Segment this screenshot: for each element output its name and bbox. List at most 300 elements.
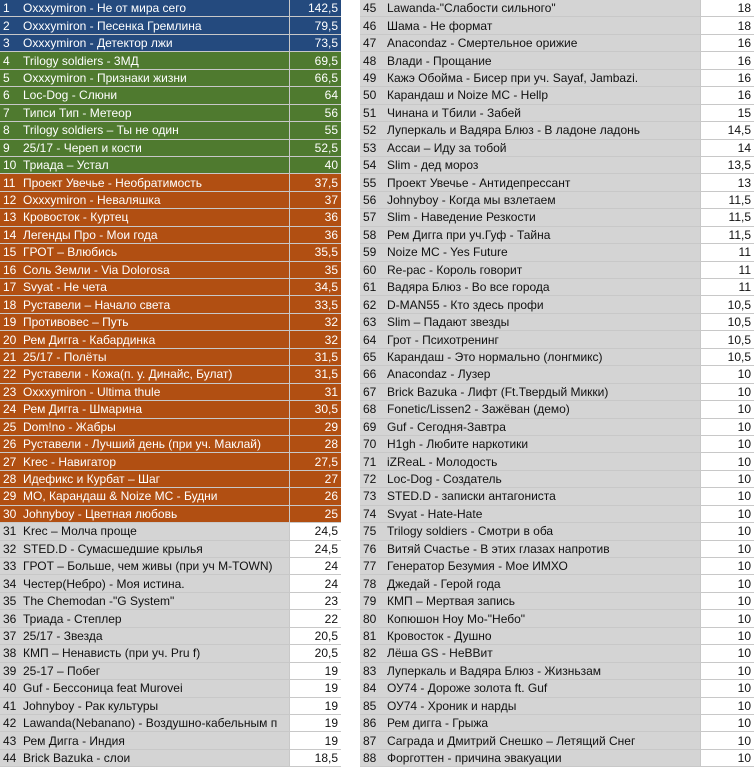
rank-number: 22	[0, 366, 23, 383]
table-row	[0, 488, 341, 505]
score-value: 29	[290, 418, 342, 435]
rank-number: 4	[0, 52, 23, 69]
rank-number: 54	[360, 156, 387, 173]
track-title: Dom!no - Жабры	[23, 418, 290, 435]
table-row	[360, 401, 754, 418]
track-title: Loc-Dog - Слюни	[23, 87, 290, 104]
table-row	[360, 296, 754, 313]
rank-number: 14	[0, 226, 23, 243]
score-value: 16	[701, 69, 754, 86]
rank-number: 84	[360, 680, 387, 697]
rank-number: 87	[360, 732, 387, 749]
rank-number: 23	[0, 383, 23, 400]
rank-number: 56	[360, 191, 387, 208]
table-row	[0, 418, 341, 435]
rank-number: 55	[360, 174, 387, 191]
score-value: 34,5	[290, 279, 342, 296]
table-row	[0, 139, 341, 156]
track-title: Форготтен - причина эвакуации	[387, 749, 701, 766]
score-value: 79,5	[290, 17, 342, 34]
table-row	[360, 69, 754, 86]
track-title: Грот - Психотренинг	[387, 331, 701, 348]
table-row	[0, 645, 341, 662]
score-value: 18	[701, 17, 754, 34]
rank-number: 83	[360, 662, 387, 679]
track-title: ОУ74 - Хроник и нарды	[387, 697, 701, 714]
score-value: 11	[701, 261, 754, 278]
track-title: Карандаш - Это нормально (лонгмикс)	[387, 348, 701, 365]
table-row	[360, 418, 754, 435]
score-value: 10	[701, 401, 754, 418]
track-title: Витяй Счастье - В этих глазах напротив	[387, 540, 701, 557]
rank-number: 75	[360, 523, 387, 540]
rank-number: 17	[0, 279, 23, 296]
track-title: H1gh - Любите наркотики	[387, 435, 701, 452]
score-value: 37,5	[290, 174, 342, 191]
score-value: 10	[701, 732, 754, 749]
table-row	[0, 435, 341, 452]
score-value: 10	[701, 366, 754, 383]
track-title: STED.D - Сумасшедшие крылья	[23, 540, 290, 557]
score-value: 28	[290, 435, 342, 452]
table-row	[0, 453, 341, 470]
track-title: Проект Увечье - Антидепрессант	[387, 174, 701, 191]
track-title: ГРОТ – Влюбись	[23, 244, 290, 261]
score-value: 66,5	[290, 69, 342, 86]
track-title: Oxxxymiron - Неваляшка	[23, 191, 290, 208]
track-title: Саграда и Дмитрий Снешко – Летящий Снег	[387, 732, 701, 749]
track-title: Влади - Прощание	[387, 52, 701, 69]
table-row	[0, 313, 341, 330]
table-row	[0, 540, 341, 557]
track-title: Johnyboy - Цветная любовь	[23, 505, 290, 522]
track-title: Генератор Безумия - Мое ИМХО	[387, 558, 701, 575]
score-value: 10	[701, 627, 754, 644]
table-row	[0, 348, 341, 365]
track-title: Лёша GS - НеВВит	[387, 645, 701, 662]
rank-number: 18	[0, 296, 23, 313]
rank-number: 11	[0, 174, 23, 191]
rank-number: 67	[360, 383, 387, 400]
track-title: 25/17 - Череп и кости	[23, 139, 290, 156]
track-title: Brick Bazuka - слои	[23, 749, 290, 766]
score-value: 11,5	[701, 191, 754, 208]
table-row	[360, 191, 754, 208]
rank-number: 45	[360, 0, 387, 17]
table-row	[0, 749, 341, 766]
score-value: 10	[701, 575, 754, 592]
rank-number: 43	[0, 732, 23, 749]
table-row	[0, 34, 341, 51]
track-title: Рем Дигга при уч.Гуф - Тайна	[387, 226, 701, 243]
rank-number: 70	[360, 435, 387, 452]
track-title: Рем Дигга - Шмарина	[23, 401, 290, 418]
score-value: 20,5	[290, 645, 342, 662]
table-row	[360, 558, 754, 575]
rank-number: 42	[0, 714, 23, 731]
score-value: 20,5	[290, 627, 342, 644]
rank-number: 60	[360, 261, 387, 278]
track-title: Anacondaz - Лузер	[387, 366, 701, 383]
rank-number: 50	[360, 87, 387, 104]
score-value: 27,5	[290, 453, 342, 470]
score-value: 55	[290, 122, 342, 139]
track-title: 25/17 - Полёты	[23, 348, 290, 365]
track-title: Триада - Степлер	[23, 610, 290, 627]
table-row	[360, 348, 754, 365]
track-title: Svyat - Не чета	[23, 279, 290, 296]
score-value: 19	[290, 680, 342, 697]
table-row	[360, 156, 754, 173]
table-row	[0, 366, 341, 383]
table-row	[360, 592, 754, 609]
rank-number: 53	[360, 139, 387, 156]
table-row	[0, 244, 341, 261]
column-gap	[341, 0, 360, 768]
table-row	[360, 0, 754, 17]
table-row	[360, 174, 754, 191]
rank-number: 76	[360, 540, 387, 557]
score-value: 19	[290, 662, 342, 679]
table-row	[0, 714, 341, 731]
rank-number: 61	[360, 279, 387, 296]
table-row	[0, 174, 341, 191]
score-value: 24,5	[290, 523, 342, 540]
table-row	[360, 627, 754, 644]
rank-number: 21	[0, 348, 23, 365]
track-title: iZReaL - Молодость	[387, 453, 701, 470]
score-value: 69,5	[290, 52, 342, 69]
score-value: 10	[701, 540, 754, 557]
rank-number: 86	[360, 714, 387, 731]
score-value: 10,5	[701, 331, 754, 348]
rank-number: 47	[360, 34, 387, 51]
table-row	[0, 279, 341, 296]
track-title: Krec – Молча проще	[23, 523, 290, 540]
table-row	[0, 592, 341, 609]
table-row	[360, 34, 754, 51]
rank-number: 39	[0, 662, 23, 679]
track-title: Типси Тип - Метеор	[23, 104, 290, 121]
score-value: 16	[701, 34, 754, 51]
track-title: КМП – Ненависть (при уч. Pru f)	[23, 645, 290, 662]
score-value: 31,5	[290, 366, 342, 383]
score-value: 25	[290, 505, 342, 522]
score-value: 14	[701, 139, 754, 156]
track-title: Fonetic/Lissen2 - Зажёван (демо)	[387, 401, 701, 418]
score-value: 10	[701, 592, 754, 609]
rank-number: 25	[0, 418, 23, 435]
table-row	[360, 714, 754, 731]
table-row	[0, 732, 341, 749]
score-value: 10	[701, 505, 754, 522]
score-value: 31	[290, 383, 342, 400]
rank-number: 16	[0, 261, 23, 278]
score-value: 10	[701, 558, 754, 575]
track-title: Trilogy soldiers - 3МД	[23, 52, 290, 69]
track-title: Oxxxymiron - Песенка Гремлина	[23, 17, 290, 34]
rank-number: 26	[0, 435, 23, 452]
table-row	[360, 313, 754, 330]
table-row	[360, 505, 754, 522]
track-title: Рем Дигга - Кабардинка	[23, 331, 290, 348]
table-row	[360, 662, 754, 679]
rank-number: 69	[360, 418, 387, 435]
score-value: 13	[701, 174, 754, 191]
rank-number: 62	[360, 296, 387, 313]
table-row	[0, 0, 341, 17]
track-title: Проект Увечье - Необратимость	[23, 174, 290, 191]
rank-number: 51	[360, 104, 387, 121]
score-value: 15	[701, 104, 754, 121]
score-value: 23	[290, 592, 342, 609]
table-row	[0, 505, 341, 522]
track-title: Легенды Про - Мои года	[23, 226, 290, 243]
rank-number: 72	[360, 470, 387, 487]
track-title: КМП – Мертвая запись	[387, 592, 701, 609]
table-row	[0, 191, 341, 208]
table-row	[360, 87, 754, 104]
track-title: Ассаи – Иду за тобой	[387, 139, 701, 156]
track-title: Кажэ Обойма - Бисер при уч. Sayaf, Jambazi.	[387, 69, 701, 86]
track-title: Чинана и Тбили - Забей	[387, 104, 701, 121]
track-title: Brick Bazuka - Лифт (Ft.Твердый Микки)	[387, 383, 701, 400]
score-value: 36	[290, 226, 342, 243]
score-value: 19	[290, 714, 342, 731]
score-value: 10	[701, 453, 754, 470]
rank-number: 10	[0, 156, 23, 173]
rank-number: 44	[0, 749, 23, 766]
rank-number: 77	[360, 558, 387, 575]
track-title: Честер(Небро) - Моя истина.	[23, 575, 290, 592]
rank-number: 30	[0, 505, 23, 522]
score-value: 31,5	[290, 348, 342, 365]
rank-number: 49	[360, 69, 387, 86]
table-row	[360, 540, 754, 557]
rank-number: 8	[0, 122, 23, 139]
score-value: 24	[290, 558, 342, 575]
rank-number: 37	[0, 627, 23, 644]
track-title: Lawanda-"Слабости сильного"	[387, 0, 701, 17]
score-value: 16	[701, 52, 754, 69]
table-row	[360, 453, 754, 470]
rank-number: 52	[360, 122, 387, 139]
table-row	[360, 732, 754, 749]
track-title: Oxxxymiron - Признаки жизни	[23, 69, 290, 86]
track-title: Луперкаль и Вадяра Блюз - Жизньзам	[387, 662, 701, 679]
score-value: 10	[701, 662, 754, 679]
rank-number: 31	[0, 523, 23, 540]
track-title: Loc-Dog - Создатель	[387, 470, 701, 487]
score-value: 24,5	[290, 540, 342, 557]
table-row	[0, 470, 341, 487]
rank-number: 59	[360, 244, 387, 261]
table-row	[0, 575, 341, 592]
track-title: Руставели - Лучший день (при уч. Маклай)	[23, 435, 290, 452]
score-value: 32	[290, 313, 342, 330]
score-value: 11	[701, 244, 754, 261]
table-row	[0, 69, 341, 86]
rank-number: 38	[0, 645, 23, 662]
table-row	[360, 17, 754, 34]
score-value: 36	[290, 209, 342, 226]
score-value: 10	[701, 697, 754, 714]
track-title: STED.D - записки антагониста	[387, 488, 701, 505]
table-row	[0, 17, 341, 34]
rank-number: 9	[0, 139, 23, 156]
rank-number: 33	[0, 558, 23, 575]
score-value: 22	[290, 610, 342, 627]
rank-number: 63	[360, 313, 387, 330]
score-value: 27	[290, 470, 342, 487]
track-title: ОУ74 - Дороже золота ft. Guf	[387, 680, 701, 697]
rank-number: 15	[0, 244, 23, 261]
rank-number: 41	[0, 697, 23, 714]
rank-number: 66	[360, 366, 387, 383]
track-title: Guf - Сегодня-Завтра	[387, 418, 701, 435]
score-value: 11	[701, 279, 754, 296]
track-title: Триада – Устал	[23, 156, 290, 173]
table-row	[0, 627, 341, 644]
track-title: Re-pac - Король говорит	[387, 261, 701, 278]
rank-number: 29	[0, 488, 23, 505]
table-row	[360, 470, 754, 487]
track-title: Slim - дед мороз	[387, 156, 701, 173]
rank-number: 48	[360, 52, 387, 69]
rank-number: 81	[360, 627, 387, 644]
score-value: 35,5	[290, 244, 342, 261]
table-row	[0, 383, 341, 400]
table-row	[0, 122, 341, 139]
rank-number: 13	[0, 209, 23, 226]
track-title: Trilogy soldiers – Ты не один	[23, 122, 290, 139]
ranking-table-right	[360, 0, 754, 767]
score-value: 10	[701, 645, 754, 662]
rank-number: 5	[0, 69, 23, 86]
rank-number: 32	[0, 540, 23, 557]
track-title: Slim - Наведение Резкости	[387, 209, 701, 226]
rank-number: 65	[360, 348, 387, 365]
rank-number: 1	[0, 0, 23, 17]
table-row	[360, 244, 754, 261]
score-value: 33,5	[290, 296, 342, 313]
score-value: 10	[701, 749, 754, 766]
rank-number: 28	[0, 470, 23, 487]
rank-number: 85	[360, 697, 387, 714]
rank-number: 58	[360, 226, 387, 243]
rank-number: 19	[0, 313, 23, 330]
table-row	[0, 662, 341, 679]
track-title: 25-17 – Побег	[23, 662, 290, 679]
table-row	[0, 558, 341, 575]
rank-number: 20	[0, 331, 23, 348]
table-row	[360, 435, 754, 452]
track-title: Рем дигга - Грыжа	[387, 714, 701, 731]
table-row	[0, 401, 341, 418]
score-value: 52,5	[290, 139, 342, 156]
score-value: 18,5	[290, 749, 342, 766]
score-value: 32	[290, 331, 342, 348]
rank-number: 82	[360, 645, 387, 662]
track-title: Кровосток - Куртец	[23, 209, 290, 226]
rank-number: 68	[360, 401, 387, 418]
table-row	[360, 645, 754, 662]
track-title: Рем Дигга - Индия	[23, 732, 290, 749]
score-value: 19	[290, 697, 342, 714]
rank-number: 27	[0, 453, 23, 470]
rank-number: 34	[0, 575, 23, 592]
score-value: 10	[701, 470, 754, 487]
table-row	[0, 104, 341, 121]
table-row	[0, 523, 341, 540]
score-value: 73,5	[290, 34, 342, 51]
score-value: 142,5	[290, 0, 342, 17]
rank-number: 40	[0, 680, 23, 697]
rank-number: 78	[360, 575, 387, 592]
track-title: Trilogy soldiers - Смотри в оба	[387, 523, 701, 540]
table-row	[360, 366, 754, 383]
track-title: Луперкаль и Вадяра Блюз - В ладоне ладонь	[387, 122, 701, 139]
rank-number: 73	[360, 488, 387, 505]
rank-number: 36	[0, 610, 23, 627]
track-title: Копюшон Ноу Мо-"Небо"	[387, 610, 701, 627]
rank-number: 6	[0, 87, 23, 104]
track-title: Вадяра Блюз - Во все города	[387, 279, 701, 296]
score-value: 10	[701, 523, 754, 540]
rank-number: 88	[360, 749, 387, 766]
track-title: Guf - Бессоница feat Murovei	[23, 680, 290, 697]
table-row	[360, 139, 754, 156]
table-row	[0, 87, 341, 104]
table-row	[360, 226, 754, 243]
rank-number: 64	[360, 331, 387, 348]
track-title: Johnyboy - Когда мы взлетаем	[387, 191, 701, 208]
table-row	[0, 226, 341, 243]
score-value: 10,5	[701, 313, 754, 330]
track-title: Svyat - Hate-Hate	[387, 505, 701, 522]
score-value: 10	[701, 714, 754, 731]
score-value: 16	[701, 87, 754, 104]
table-row	[360, 680, 754, 697]
table-row	[0, 610, 341, 627]
table-row	[360, 575, 754, 592]
table-row	[360, 52, 754, 69]
rank-number: 2	[0, 17, 23, 34]
score-value: 11,5	[701, 209, 754, 226]
table-row	[360, 279, 754, 296]
rank-number: 79	[360, 592, 387, 609]
score-value: 10	[701, 680, 754, 697]
rank-number: 57	[360, 209, 387, 226]
table-row	[360, 331, 754, 348]
table-row	[0, 156, 341, 173]
score-value: 10,5	[701, 296, 754, 313]
score-value: 10,5	[701, 348, 754, 365]
table-row	[0, 680, 341, 697]
table-row	[360, 383, 754, 400]
track-title: 25/17 - Звезда	[23, 627, 290, 644]
score-value: 19	[290, 732, 342, 749]
table-row	[360, 697, 754, 714]
score-value: 40	[290, 156, 342, 173]
track-title: Кровосток - Душно	[387, 627, 701, 644]
score-value: 14,5	[701, 122, 754, 139]
track-title: МО, Карандаш & Noize MC - Будни	[23, 488, 290, 505]
score-value: 11,5	[701, 226, 754, 243]
track-title: Руставели – Начало света	[23, 296, 290, 313]
table-row	[360, 122, 754, 139]
score-value: 10	[701, 383, 754, 400]
